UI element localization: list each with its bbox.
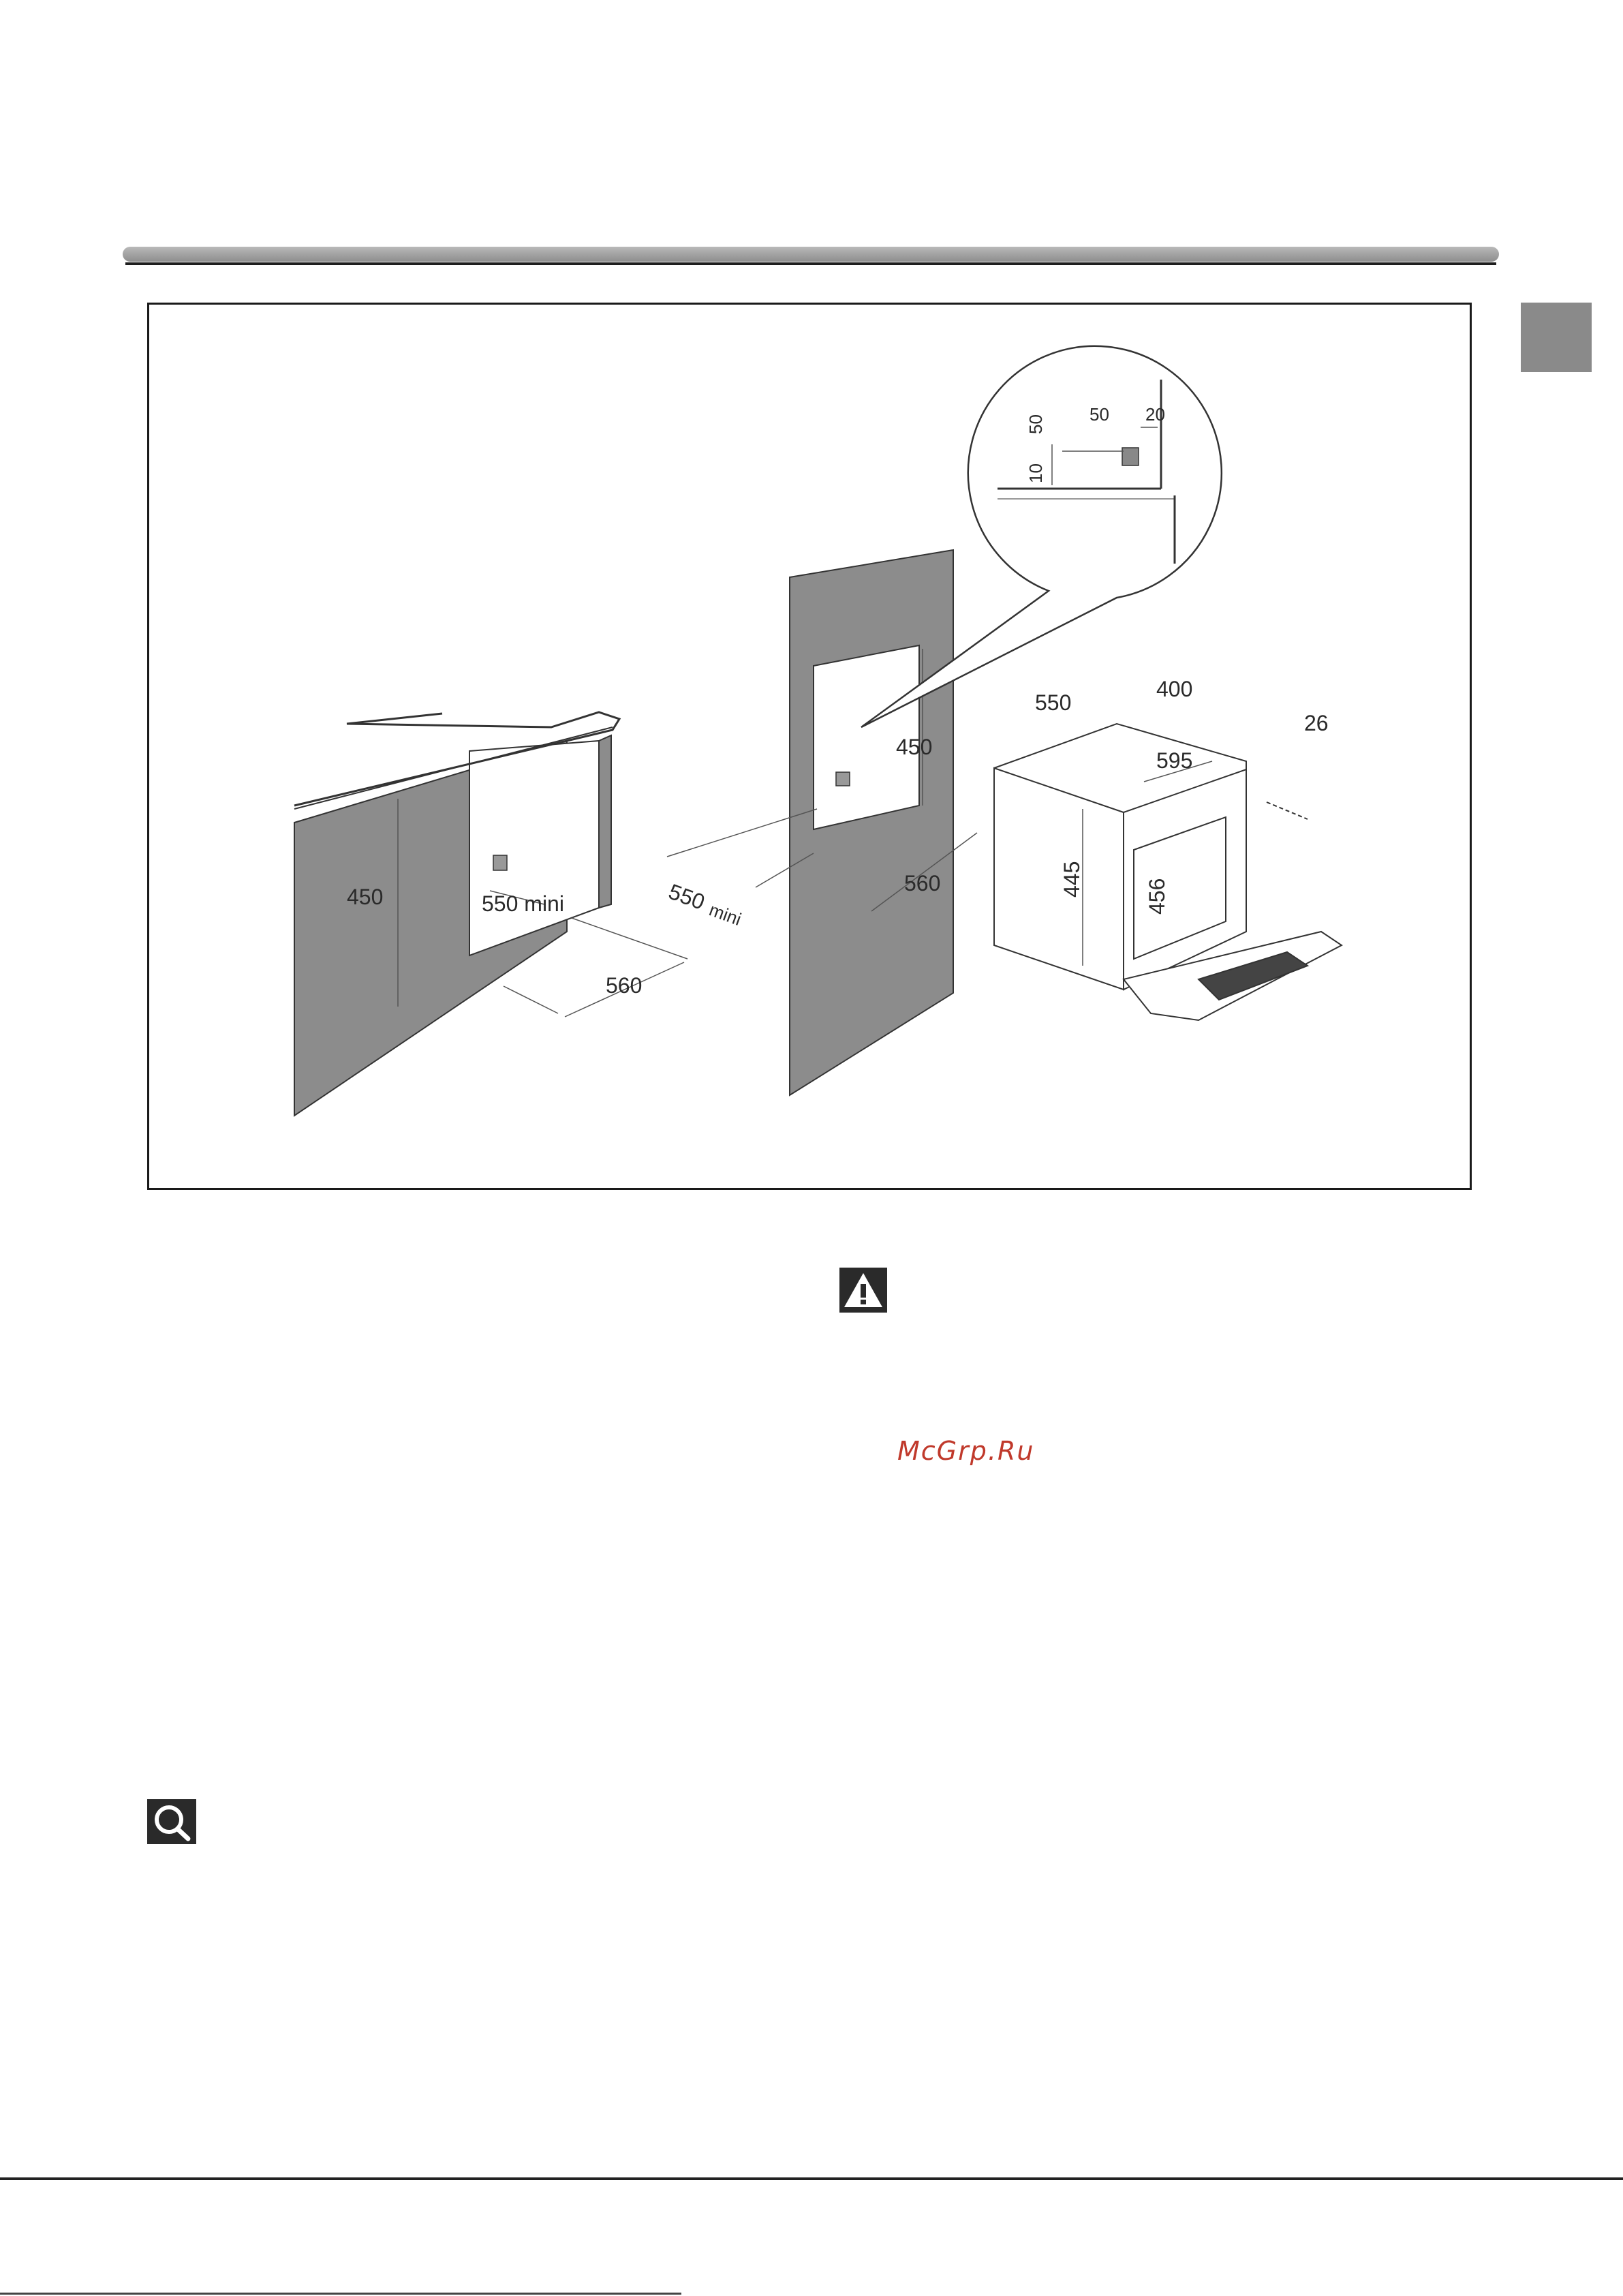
footer-bar <box>0 2293 681 2295</box>
header-bar <box>123 247 1499 262</box>
header-rule <box>125 262 1496 265</box>
middle-height-label: 450 <box>896 735 933 759</box>
magnifier-icon <box>147 1799 196 1844</box>
detail-50-vertical: 50 <box>1025 414 1046 434</box>
watermark-text: McGrp.Ru <box>897 1436 1035 1466</box>
oven-depth-label: 550 <box>1035 690 1072 715</box>
oven-width-label: 595 <box>1156 748 1193 773</box>
oven-door-height-label: 456 <box>1145 878 1169 915</box>
installation-figure <box>147 303 1472 1466</box>
column-unit <box>667 550 977 1095</box>
middle-depth-suffix: mini <box>706 899 745 930</box>
detail-50-horizontal: 50 <box>1089 404 1109 425</box>
installation-diagram <box>149 305 1474 1192</box>
oven-offset-label: 26 <box>1304 711 1329 735</box>
detail-10-vertical: 10 <box>1025 463 1046 483</box>
oven-height-label: 445 <box>1060 861 1084 898</box>
left-depth-label: 550 mini <box>482 891 564 916</box>
detail-20-horizontal: 20 <box>1145 404 1165 425</box>
oven-top-label: 400 <box>1156 677 1193 701</box>
section-tab <box>1521 303 1592 372</box>
middle-depth-label: 550 <box>665 878 709 915</box>
footer-rule <box>0 2177 1623 2180</box>
middle-width-label: 560 <box>904 871 941 896</box>
left-height-label: 450 <box>347 885 384 909</box>
warning-triangle-icon <box>839 1268 887 1313</box>
left-width-label: 560 <box>606 973 643 998</box>
